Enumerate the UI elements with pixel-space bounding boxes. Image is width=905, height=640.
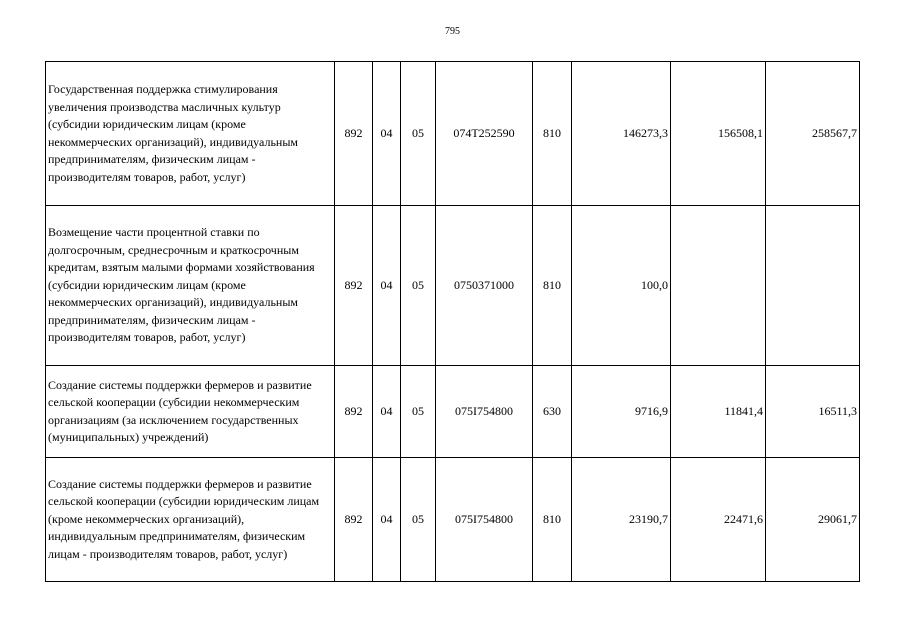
target-article-code: 075I754800	[436, 458, 533, 582]
amount-2	[671, 206, 766, 366]
amount-3	[766, 206, 860, 366]
subsection-code: 05	[401, 366, 436, 458]
section-code: 04	[373, 458, 401, 582]
section-code: 04	[373, 62, 401, 206]
budget-table	[45, 61, 860, 582]
amount-1: 146273,3	[572, 62, 671, 206]
expense-type-code: 810	[533, 206, 572, 366]
expense-name: Возмещение части процентной ставки по долгосрочным, среднесрочным и краткосрочным кредитам, взятым малыми формами хозяйствования (субсидии юридическим лицам (кроме некоммерческих организаций), индивидуальным предпринимателям, физическим лицам - производителям товаров, работ, услуг)	[46, 206, 335, 366]
section-code: 04	[373, 366, 401, 458]
subsection-code: 05	[401, 62, 436, 206]
ministry-code: 892	[335, 206, 373, 366]
table-row	[46, 62, 860, 206]
amount-3: 16511,3	[766, 366, 860, 458]
subsection-code: 05	[401, 206, 436, 366]
amount-2: 11841,4	[671, 366, 766, 458]
expense-type-code: 630	[533, 366, 572, 458]
table-row	[46, 206, 860, 366]
expense-name: Создание системы поддержки фермеров и развитие сельской кооперации (субсидии юридическим лицам (кроме некоммерческих организаций), индивидуальным предпринимателям, физическим лицам - производителям товаров, работ, услуг)	[46, 458, 335, 582]
ministry-code: 892	[335, 458, 373, 582]
amount-1: 100,0	[572, 206, 671, 366]
expense-name: Создание системы поддержки фермеров и развитие сельской кооперации (субсидии некоммерческим организациям (за исключением государственных (муниципальных) учреждений)	[46, 366, 335, 458]
table-row	[46, 458, 860, 582]
amount-3: 29061,7	[766, 458, 860, 582]
ministry-code: 892	[335, 62, 373, 206]
section-code: 04	[373, 206, 401, 366]
ministry-code: 892	[335, 366, 373, 458]
subsection-code: 05	[401, 458, 436, 582]
expense-name: Государственная поддержка стимулирования увеличения производства масличных культур (субсидии юридическим лицам (кроме некоммерческих организаций), индивидуальным предпринимателям, физическим лицам - производителям товаров, работ, услуг)	[46, 62, 335, 206]
amount-1: 23190,7	[572, 458, 671, 582]
table-row	[46, 366, 860, 458]
target-article-code: 0750371000	[436, 206, 533, 366]
amount-2: 22471,6	[671, 458, 766, 582]
expense-type-code: 810	[533, 458, 572, 582]
page-number: 795	[445, 26, 460, 37]
amount-3: 258567,7	[766, 62, 860, 206]
amount-2: 156508,1	[671, 62, 766, 206]
amount-1: 9716,9	[572, 366, 671, 458]
expense-type-code: 810	[533, 62, 572, 206]
target-article-code: 075I754800	[436, 366, 533, 458]
target-article-code: 074T252590	[436, 62, 533, 206]
